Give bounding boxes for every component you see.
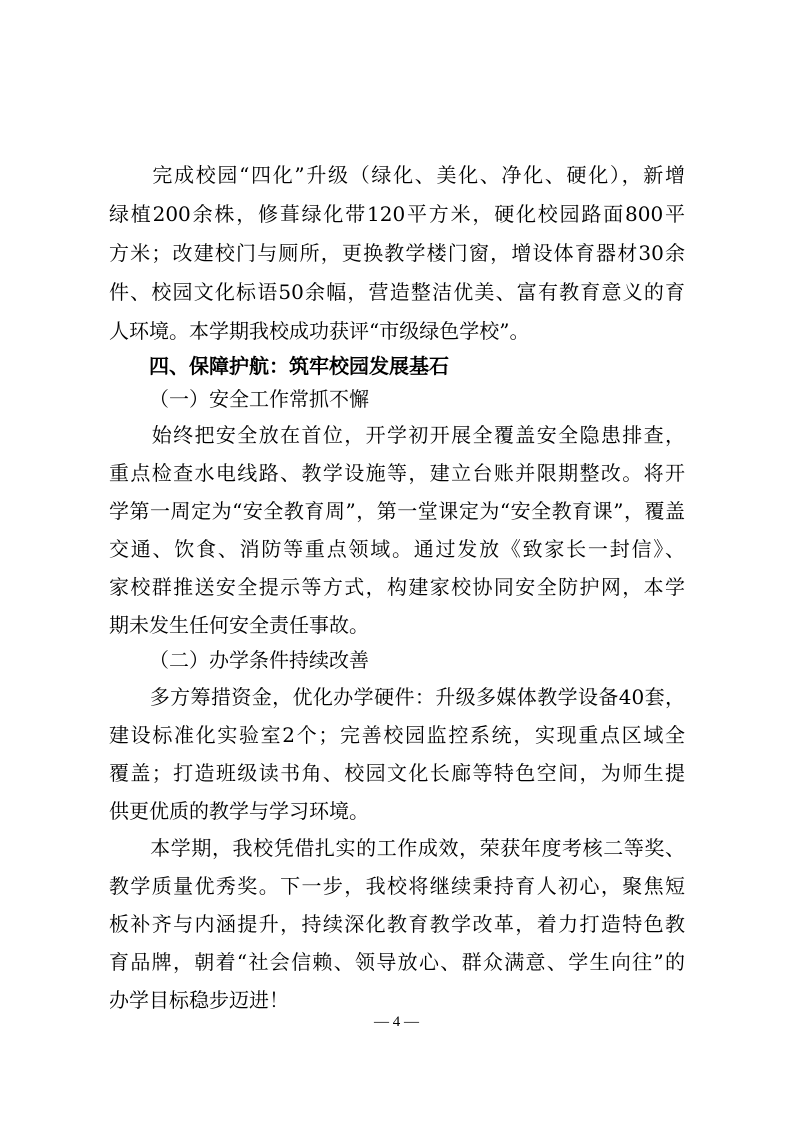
body-line: 始终把安全放在首位，开学初开展全覆盖安全隐患排查，	[109, 423, 685, 447]
body-line: 完成校园“四化”升级（绿化、美化、净化、硬化），新增	[109, 163, 685, 187]
body-line: 期未发生任何安全责任事故。	[109, 613, 369, 637]
body-line: 件、校园文化标语50余幅，营造整洁优美、富有教育意义的育	[109, 280, 685, 304]
body-line: 教学质量优秀奖。下一步，我校将继续秉持育人初心，聚焦短	[109, 874, 685, 898]
body-line: 办学目标稳步迈进！	[109, 988, 289, 1012]
body-line: 供更优质的教学与学习环境。	[109, 799, 369, 823]
body-line: 板补齐与内涵提升，持续深化教育教学改革，着力打造特色教	[109, 912, 685, 936]
section-heading: 四、保障护航：筑牢校园发展基石	[149, 354, 449, 378]
body-line: 交通、饮食、消防等重点领域。通过发放《致家长一封信》、	[109, 537, 685, 561]
body-line: 覆盖；打造班级读书角、校园文化长廊等特色空间，为师生提	[109, 761, 685, 785]
subsection-heading: （二）办学条件持续改善	[149, 648, 369, 672]
body-line: 建设标准化实验室2个；完善校园监控系统，实现重点区域全	[109, 723, 685, 747]
body-line: 人环境。本学期我校成功获评“市级绿色学校”。	[109, 319, 530, 343]
page-number: — 4 —	[374, 1014, 419, 1030]
subsection-heading: （一）安全工作常抓不懈	[149, 387, 369, 411]
body-line: 家校群推送安全提示等方式，构建家校协同安全防护网，本学	[109, 575, 685, 599]
body-line: 本学期，我校凭借扎实的工作成效，荣获年度考核二等奖、	[109, 836, 685, 860]
body-line: 多方筹措资金，优化办学硬件：升级多媒体教学设备40套，	[109, 685, 685, 709]
body-line: 学第一周定为“安全教育周”，第一堂课定为“安全教育课”，覆盖	[109, 499, 685, 523]
body-line: 育品牌，朝着“社会信赖、领导放心、群众满意、学生向往”的	[109, 950, 685, 974]
body-line: 方米；改建校门与厕所，更换教学楼门窗，增设体育器材30余	[109, 241, 685, 265]
body-line: 绿植200余株，修葺绿化带120平方米，硬化校园路面800平	[109, 202, 685, 226]
body-line: 重点检查水电线路、教学设施等，建立台账并限期整改。将开	[109, 461, 685, 485]
